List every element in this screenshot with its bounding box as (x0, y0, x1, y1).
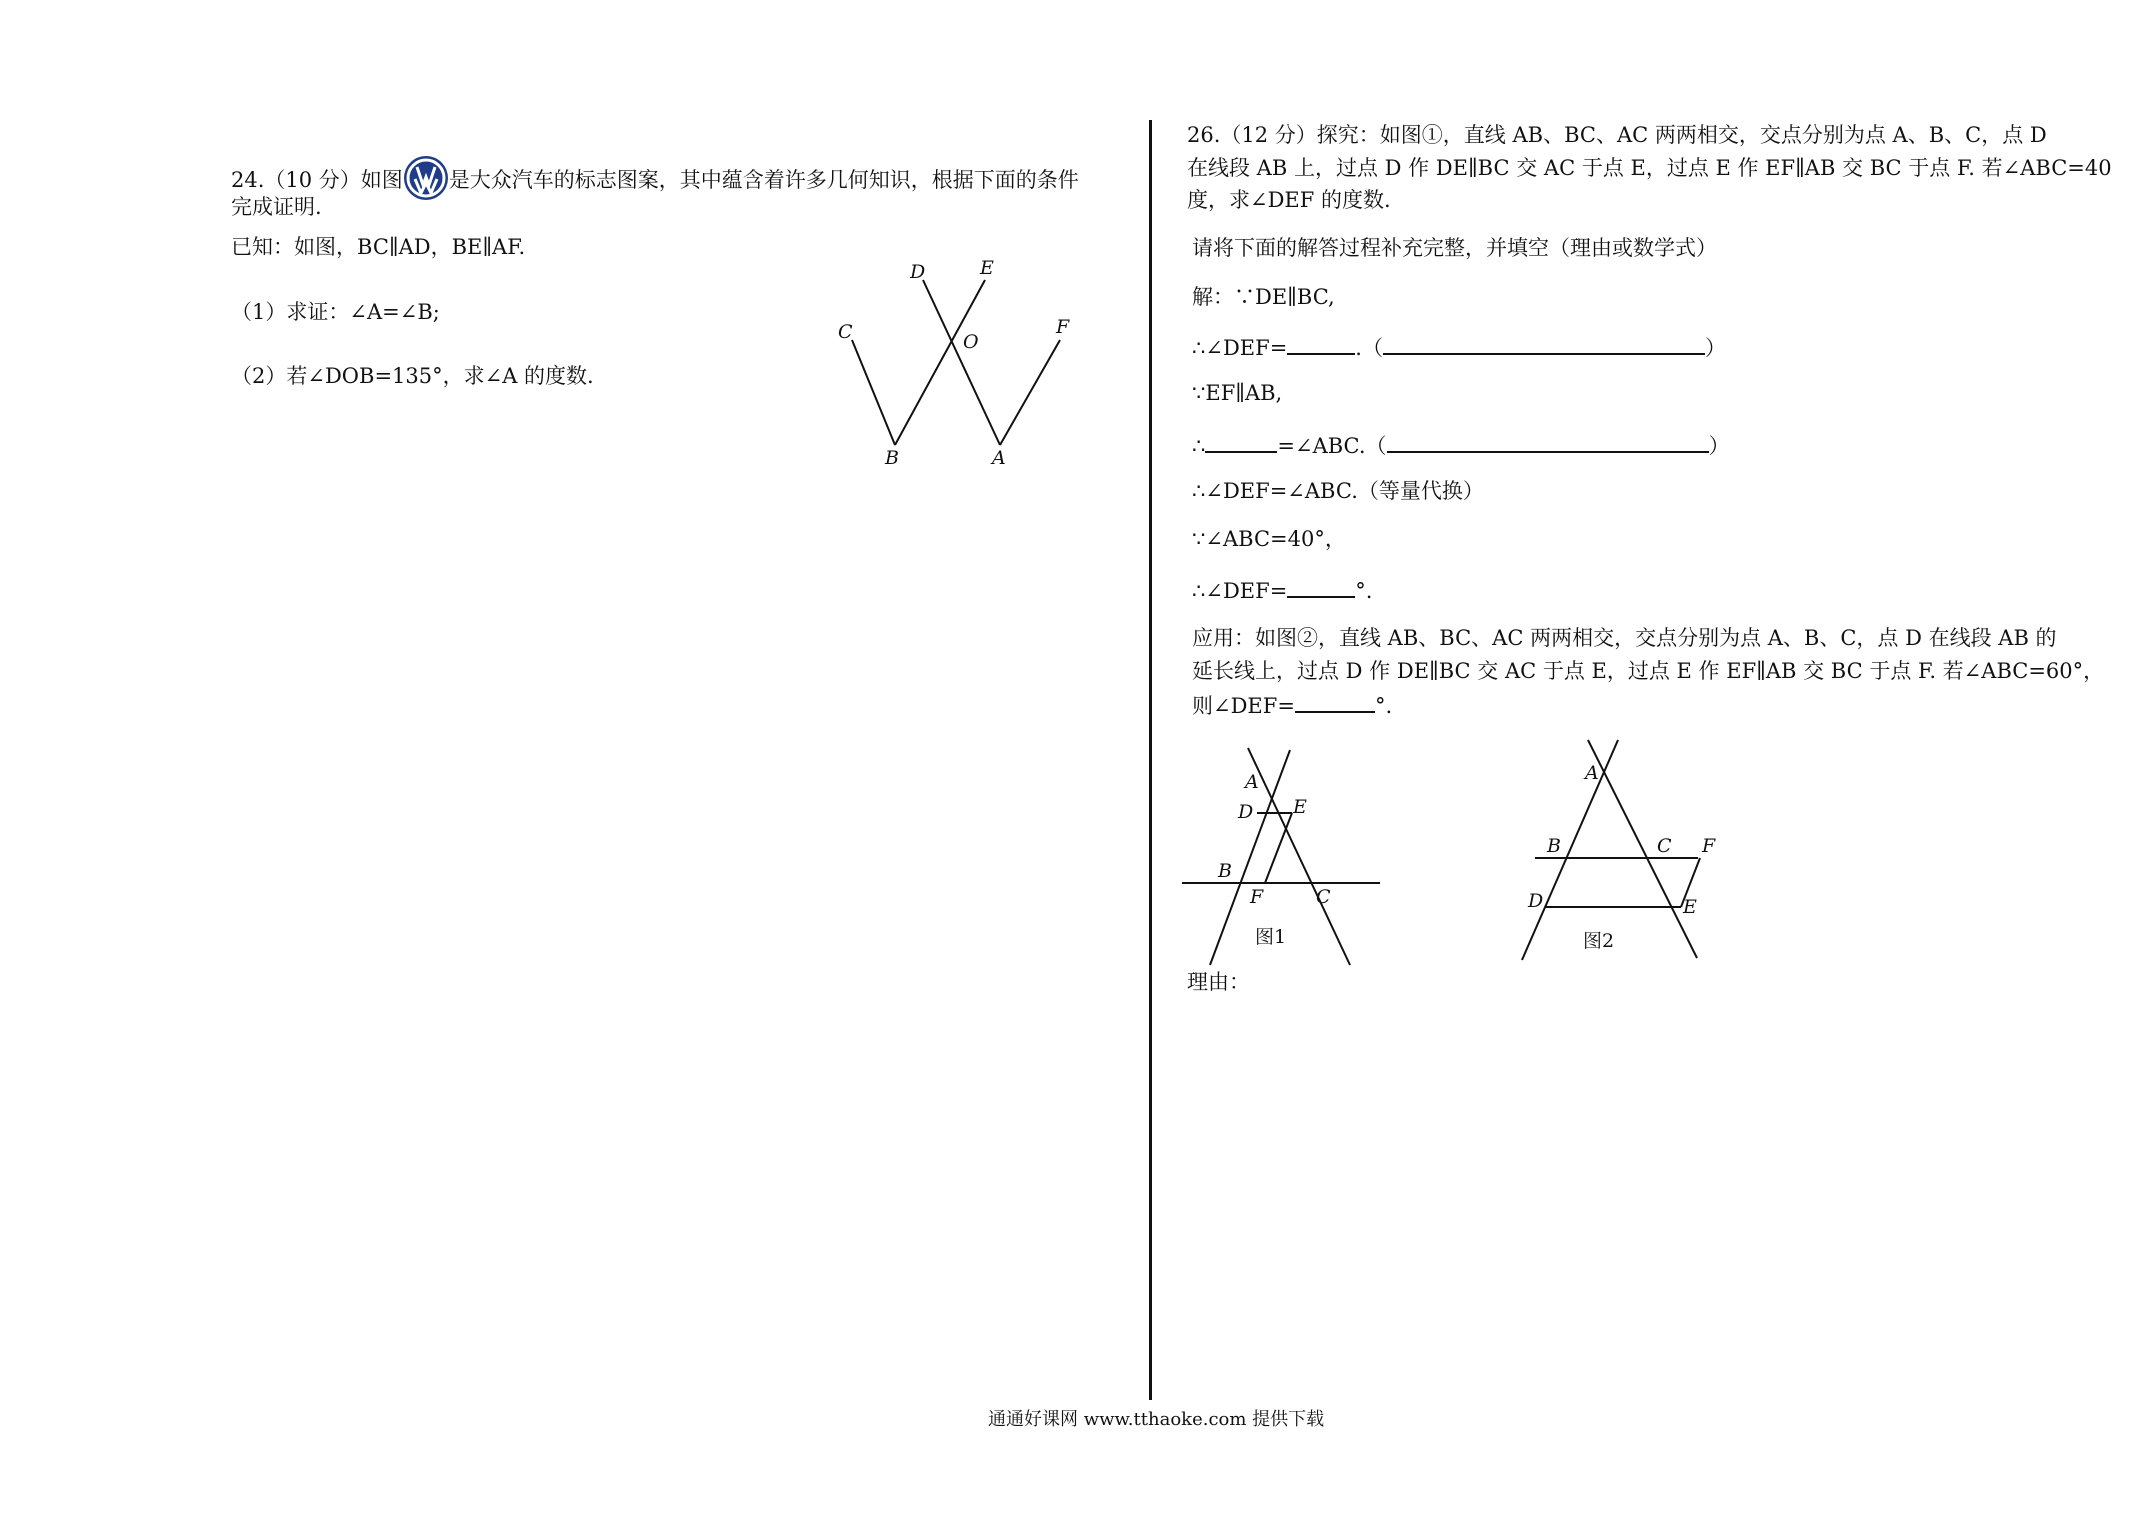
figure-2-caption: 图2 (1583, 930, 1615, 952)
vw-logo-icon (403, 155, 449, 201)
q26-sol2-a: ∴∠DEF= (1192, 336, 1288, 360)
q24-heading-suffix: 是大众汽车的标志图案，其中蕴含着许多几何知识，根据下面的条件 (448, 168, 1079, 192)
label-f: F (1250, 886, 1264, 908)
fill-blank-degree[interactable] (1295, 693, 1375, 713)
q26-sol2-c: ） (1704, 336, 1726, 360)
q24-part1: （1）求证：∠A=∠B; (231, 300, 440, 324)
label-e: E (980, 257, 994, 279)
label-f: F (1056, 316, 1070, 338)
figure-1-caption: 图1 (1255, 926, 1287, 948)
label-d: D (910, 261, 926, 283)
label-b: B (885, 447, 899, 469)
q26-sol6: ∵∠ABC=40°， (1192, 527, 1346, 551)
q24-heading-prefix: 24.（10 分）如图 (231, 168, 403, 192)
label-c: C (838, 321, 853, 343)
fill-blank-reason[interactable] (1383, 335, 1705, 355)
label-a: A (1245, 771, 1259, 793)
segment-da (923, 280, 1000, 445)
q26-reason: 理由： (1187, 970, 1250, 994)
segment-af (1000, 340, 1060, 445)
q24-heading-line2: 完成证明. (231, 195, 322, 219)
q26-sol4-b: =∠ABC.（ (1277, 434, 1387, 458)
label-a: A (1585, 762, 1599, 784)
label-o: O (963, 331, 979, 353)
segment-cb (852, 340, 895, 445)
segment-be (895, 280, 985, 445)
fill-blank-reason[interactable] (1387, 433, 1709, 453)
q26-sol2-b: .（ (1355, 336, 1383, 360)
q26-sol2 (1192, 335, 1726, 359)
column-divider (1149, 120, 1152, 1400)
figure-2 (1520, 735, 1720, 965)
fill-blank-angle[interactable] (1205, 433, 1277, 453)
q26-sol4-a: ∴ (1192, 434, 1206, 458)
q24-figure (820, 250, 1080, 470)
q26-line3: 度，求∠DEF 的度数. (1187, 188, 1391, 212)
label-c: C (1657, 835, 1672, 857)
q24-part2: （2）若∠DOB=135°，求∠A 的度数. (231, 364, 594, 388)
q24-known: 已知：如图，BC∥AD，BE∥AF. (231, 235, 526, 259)
q26-app1: 应用：如图②，直线 AB、BC、AC 两两相交，交点分别为点 A、B、C，点 D 在线段 AB 的 (1192, 626, 2057, 650)
q26-line2: 在线段 AB 上，过点 D 作 DE∥BC 交 AC 于点 E，过点 E 作 EF∥AB 交 BC 于点 F. 若∠ABC=40 (1187, 156, 2112, 180)
q26-app3-b: °. (1374, 694, 1393, 718)
label-d: D (1528, 890, 1544, 912)
q26-sol7 (1192, 578, 1372, 602)
label-e: E (1683, 896, 1697, 918)
q26-sol7-b: °. (1355, 579, 1373, 603)
footer-text: 通通好课网 www.tthaoke.com 提供下载 (988, 1409, 1325, 1430)
figure-1 (1180, 740, 1400, 970)
q26-app3-a: 则∠DEF= (1192, 694, 1295, 718)
q26-line1: 26.（12 分）探究：如图①，直线 AB、BC、AC 两两相交，交点分别为点 A、B、C，点 D (1187, 123, 2047, 147)
q26-sol4-c: ） (1708, 434, 1730, 458)
label-e: E (1293, 796, 1307, 818)
q26-sol5: ∴∠DEF=∠ABC.（等量代换） (1192, 479, 1484, 503)
q26-sol3: ∵EF∥AB, (1192, 381, 1283, 405)
fill-blank-angle[interactable] (1287, 335, 1355, 355)
label-d: D (1238, 801, 1254, 823)
label-b: B (1218, 860, 1232, 882)
q26-app3 (1192, 693, 1392, 717)
label-f: F (1702, 835, 1716, 857)
label-c: C (1316, 886, 1331, 908)
q26-sol4 (1192, 433, 1730, 457)
label-a: A (992, 447, 1006, 469)
q26-instruction: 请将下面的解答过程补充完整，并填空（理由或数学式） (1192, 236, 1717, 260)
fill-blank-degree[interactable] (1287, 578, 1355, 598)
label-b: B (1547, 835, 1561, 857)
q26-sol1: 解：∵DE∥BC, (1192, 285, 1335, 309)
segment-ef (1265, 813, 1292, 883)
q24-heading (231, 155, 1079, 201)
q26-app2: 延长线上，过点 D 作 DE∥BC 交 AC 于点 E，过点 E 作 EF∥AB 交 BC 于点 F. 若∠ABC=60°， (1192, 659, 2105, 683)
q26-sol7-a: ∴∠DEF= (1192, 579, 1288, 603)
